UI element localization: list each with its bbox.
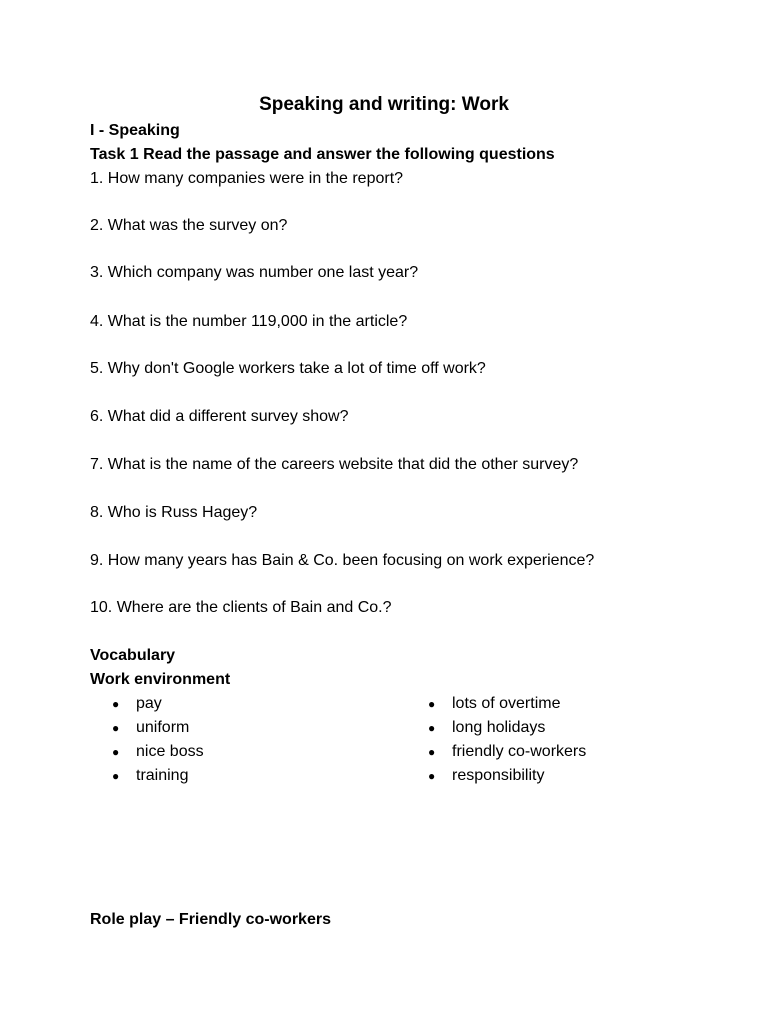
vocab-item-label: lots of overtime <box>452 695 561 712</box>
task-heading: Task 1 Read the passage and answer the following questions <box>90 146 555 163</box>
question-1: 1. How many companies were in the report? <box>90 170 404 187</box>
question-7: 7. What is the name of the careers website that did the other survey? <box>90 456 579 473</box>
question-9: 9. How many years has Bain & Co. been focusing on work experience? <box>90 552 595 569</box>
role-play-heading: Role play – Friendly co-workers <box>90 911 331 928</box>
bullet-icon: ● <box>428 721 436 735</box>
vocabulary-subheading: Work environment <box>90 671 231 688</box>
bullet-icon: ● <box>112 769 120 783</box>
document-title: Speaking and writing: Work <box>259 94 509 115</box>
bullet-icon: ● <box>112 697 120 711</box>
vocab-item-label: responsibility <box>452 767 545 784</box>
vocab-item-label: nice boss <box>136 743 204 760</box>
bullet-icon: ● <box>428 697 436 711</box>
vocab-item-label: training <box>136 767 189 784</box>
question-4: 4. What is the number 119,000 in the article? <box>90 313 408 330</box>
vocab-item-label: long holidays <box>452 719 546 736</box>
question-3: 3. Which company was number one last year? <box>90 264 419 281</box>
vocabulary-heading: Vocabulary <box>90 647 176 664</box>
bullet-icon: ● <box>428 745 436 759</box>
bullet-icon: ● <box>428 769 436 783</box>
question-8: 8. Who is Russ Hagey? <box>90 504 258 521</box>
question-2: 2. What was the survey on? <box>90 217 288 234</box>
question-10: 10. Where are the clients of Bain and Co.? <box>90 599 392 616</box>
vocab-item-label: friendly co-workers <box>452 743 587 760</box>
vocab-item-label: uniform <box>136 719 190 736</box>
bullet-icon: ● <box>112 721 120 735</box>
section-heading: I - Speaking <box>90 122 180 139</box>
question-6: 6. What did a different survey show? <box>90 408 349 425</box>
bullet-icon: ● <box>112 745 120 759</box>
vocab-item-label: pay <box>136 695 162 712</box>
question-5: 5. Why don't Google workers take a lot of time off work? <box>90 360 486 377</box>
